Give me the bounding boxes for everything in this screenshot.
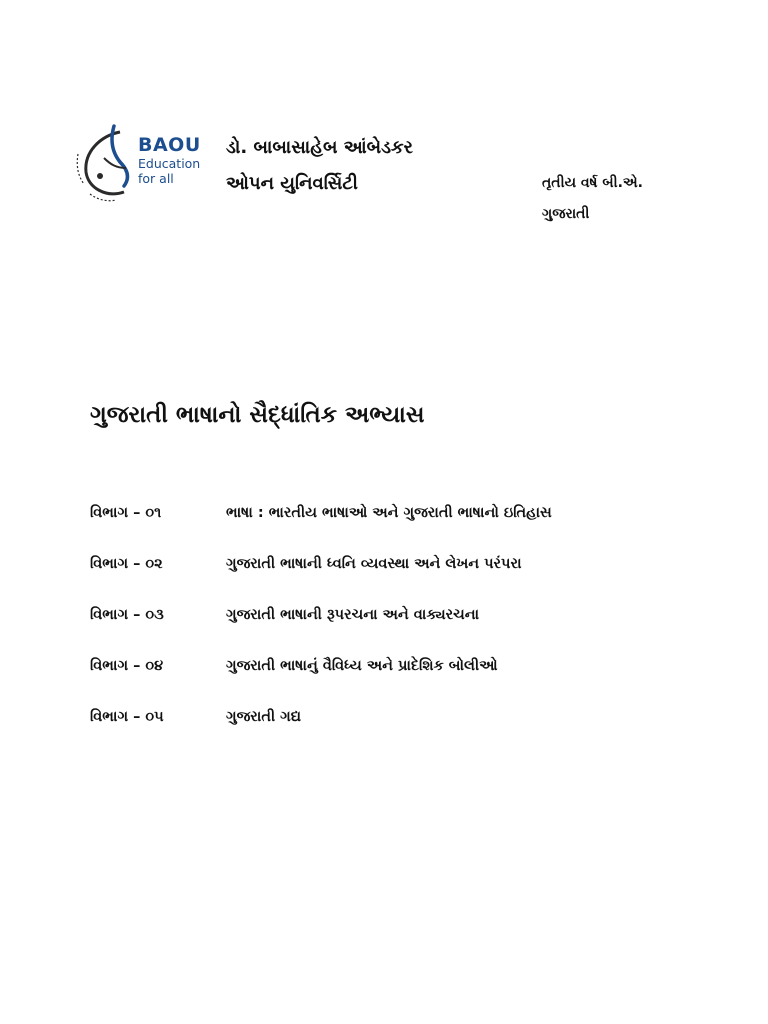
university-name-line2: ઓપન યુનિવર્સિટી	[226, 173, 358, 194]
section-row-1	[90, 496, 552, 547]
university-name	[226, 130, 413, 202]
baou-emblem-icon	[74, 118, 136, 204]
section-label: વિભાગ – ૦૫	[90, 709, 164, 725]
course-subject: ગુજરાતી	[542, 206, 590, 222]
section-title: ગુજરાતી ભાષાની રૂપરચના અને વાક્યરચના	[226, 607, 480, 623]
section-title: ગુજરાતી ભાષાની ધ્વનિ વ્યવસ્થા અને લેખન પરંપરા	[226, 556, 522, 572]
section-row-4	[90, 649, 552, 700]
section-row-5	[90, 700, 552, 751]
university-name-line1: ડો. બાબાસાહેબ આંબેડકર	[226, 137, 413, 158]
section-label: વિભાગ – ૦૨	[90, 556, 163, 572]
section-label: વિભાગ – ૦૧	[90, 505, 162, 521]
logo-tagline-line2: for all	[138, 171, 174, 186]
logo-brand-text: BAOU	[138, 134, 201, 156]
logo-tagline-line1: Education	[138, 156, 201, 171]
course-info	[542, 168, 643, 230]
section-label: વિભાગ – ૦૪	[90, 658, 164, 674]
logo-wordmark	[138, 134, 201, 186]
section-label: વિભાગ – ૦૩	[90, 607, 164, 623]
book-title: ગુજરાતી ભાષાનો સૈદ્ધાંતિક અભ્યાસ	[90, 402, 425, 428]
section-list	[90, 496, 552, 751]
course-year: તૃતીય વર્ષ બી.એ.	[542, 175, 643, 191]
baou-logo	[74, 118, 214, 204]
section-row-2	[90, 547, 552, 598]
section-title: ગુજરાતી ગદ્ય	[226, 709, 302, 725]
section-title: ગુજરાતી ભાષાનું વૈવિધ્ય અને પ્રાદેશિક બોલીઓ	[226, 658, 498, 674]
section-row-3	[90, 598, 552, 649]
section-title: ભાષા : ભારતીય ભાષાઓ અને ગુજરાતી ભાષાનો ઇતિહાસ	[226, 505, 552, 521]
